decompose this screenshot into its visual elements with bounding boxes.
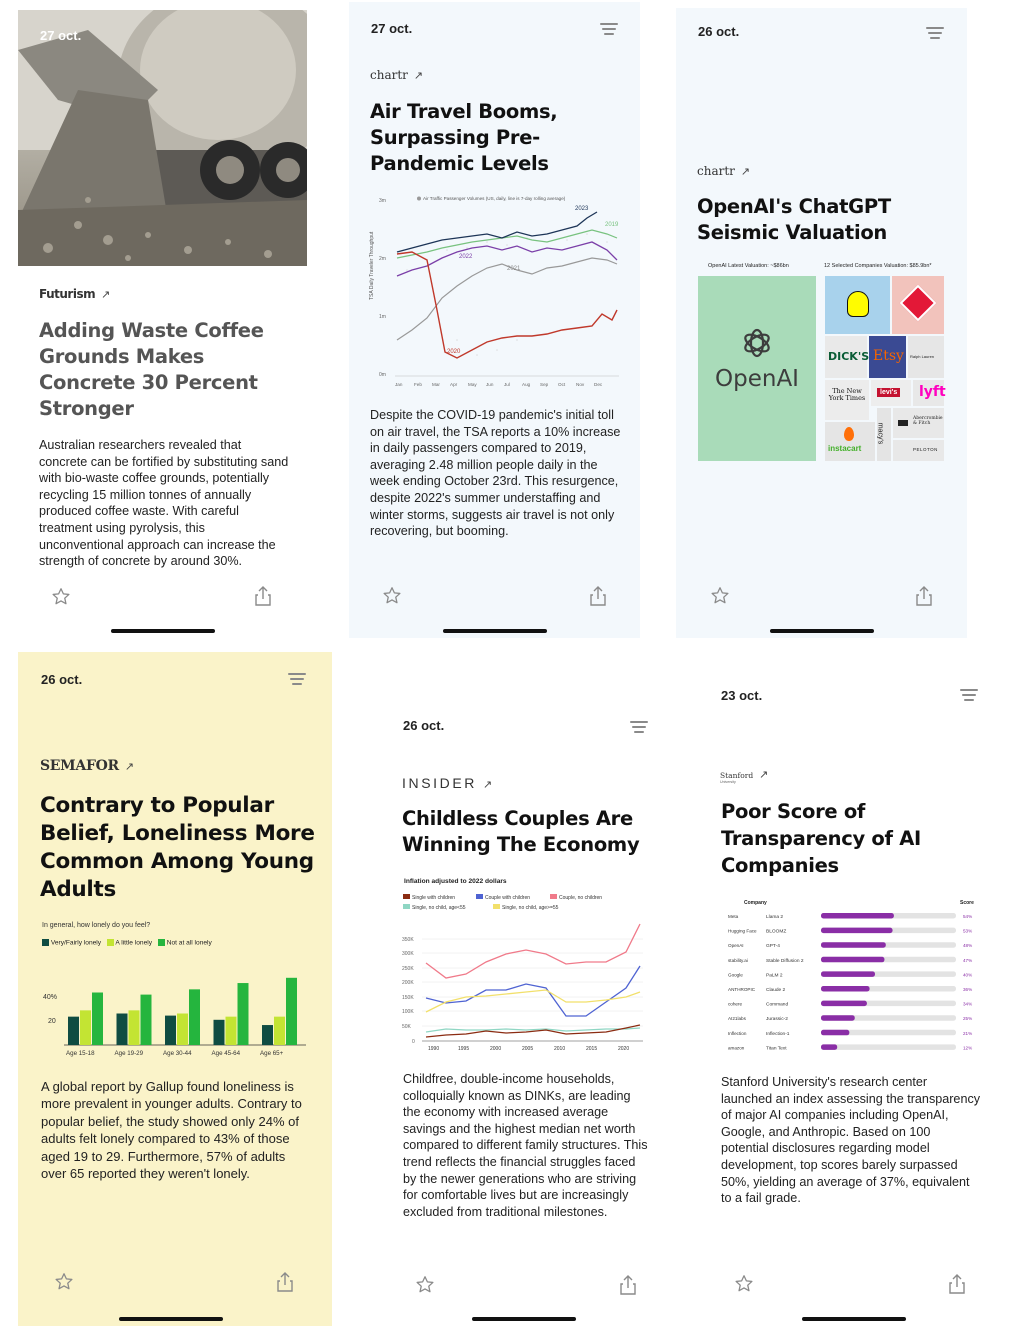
bar [821, 913, 894, 919]
external-link-icon: ↗ [101, 289, 111, 301]
article-summary: Australian researchers revealed that concrete can be fortified by substituting sand with bio-waste coffee grounds, potentially recycling 15 million tonnes of annually produced coffee waste. With careful treatment using pyrolysis, this unconventional approach can increase the strength of concrete by around 30%. [39, 438, 289, 569]
ralph-lauren-tile: Ralph Lauren [908, 336, 944, 378]
star-icon[interactable] [50, 586, 72, 608]
legend-item: Couple with children [485, 895, 531, 901]
bar [821, 1030, 849, 1036]
x-tick: 2015 [586, 1046, 598, 1052]
company-treemap [825, 276, 944, 461]
x-tick: 2020 [618, 1046, 630, 1052]
y-tick: 250K [402, 966, 414, 972]
article-date: 27 oct. [40, 28, 82, 43]
openai-logo-icon [740, 326, 774, 360]
source-link-semafor[interactable] [40, 758, 134, 774]
chart-legend [42, 939, 212, 946]
levis-tile: levi's [871, 380, 911, 406]
article-card-air-travel[interactable] [349, 2, 640, 638]
external-link-icon: ↗ [759, 769, 769, 781]
article-card-loneliness[interactable] [18, 652, 332, 1326]
x-tick: Nov [576, 382, 585, 387]
source-name: INSIDER [402, 775, 477, 791]
openai-tile [698, 276, 816, 461]
chart-xlabel: Score [960, 900, 974, 906]
transparency-score-chart [724, 894, 979, 1056]
article-title[interactable]: Air Travel Booms, Surpassing Pre-Pandemic Levels [370, 100, 558, 175]
bar [821, 928, 893, 934]
article-title[interactable]: OpenAI's ChatGPT Seismic Valuation [697, 195, 891, 244]
bar [92, 993, 103, 1046]
article-summary: A global report by Gallup found loneliness is more prevalent in younger adults. Contrary to popular belief, the study showed only 24% of adults felt lonely compared to 43% of those aged 19 to 29. Furthermore, 57% of adults over 65 reported they weren't lonely. [41, 1079, 302, 1182]
value-label: 12% [963, 1045, 973, 1051]
x-tick: Jul [504, 382, 510, 387]
series-label: 2022 [459, 254, 473, 260]
dink-net-worth-chart [398, 892, 648, 1052]
bar-track [821, 1044, 956, 1050]
legend-item: Single, no child, age>=55 [502, 905, 559, 911]
menu-icon[interactable] [960, 689, 978, 701]
bar [821, 1015, 855, 1021]
bar [226, 1017, 237, 1045]
chart-legend: Air Traffic Passenger Volumes (US, daily, line is 7-day rolling average) [423, 196, 566, 201]
valuation-right-label: 12 Selected Companies Valuation: $85.9bn* [824, 263, 932, 269]
x-tick: Age 15-18 [66, 1050, 95, 1057]
model-label: Llama 2 [766, 915, 784, 920]
source-link-chartr[interactable] [697, 163, 750, 178]
value-label: 40% [963, 972, 973, 978]
y-tick: 100K [402, 1009, 414, 1015]
article-title[interactable]: Adding Waste Coffee Grounds Makes Concrete 30 Percent Stronger [39, 319, 264, 420]
y-tick: 1m [379, 314, 386, 320]
valuation-left-label: OpenAI Latest Valuation: ~$86bn [708, 263, 789, 269]
value-label: 47% [963, 957, 973, 963]
bar [214, 1020, 225, 1045]
menu-icon[interactable] [288, 673, 306, 685]
star-icon[interactable] [414, 1274, 436, 1296]
home-indicator [119, 1317, 223, 1321]
x-tick: Age 19-29 [114, 1050, 144, 1057]
x-tick: Oct [558, 382, 566, 387]
bar [165, 1016, 176, 1045]
chart-title: Inflation adjusted to 2022 dollars [404, 878, 507, 885]
menu-icon[interactable] [600, 23, 618, 35]
value-label: 21% [963, 1030, 973, 1036]
bar [274, 1017, 285, 1045]
share-icon[interactable] [915, 585, 933, 607]
company-label: stability.ai [728, 957, 748, 963]
article-summary: Childfree, double-income households, colloquially known as DINKs, are leading the economy with increased average savings and the highest median net worth compared to different family structures. This trend reflects the financial struggles faced by the newer generations who are striving for comfortable lives but are increasingly excluded from traditional milestones. [403, 1072, 648, 1219]
article-date: 26 oct. [41, 672, 83, 687]
article-date: 26 oct. [698, 24, 740, 39]
bar [821, 986, 870, 992]
y-tick: 40% [43, 994, 58, 1001]
model-label: GPT-4 [766, 944, 780, 950]
model-label: BLOOMZ [766, 929, 787, 935]
chart-ylabel: Company [744, 900, 767, 906]
source-name: Futurism [39, 287, 96, 301]
menu-icon[interactable] [630, 721, 648, 733]
model-label: Titan Text [766, 1046, 787, 1052]
article-card-openai-valuation[interactable] [676, 8, 967, 638]
y-tick: 50K [402, 1024, 411, 1030]
value-label: 25% [963, 1016, 973, 1022]
series-label: 2019 [605, 222, 619, 228]
company-label: Google [728, 972, 743, 978]
article-card-concrete[interactable] [18, 8, 307, 638]
value-label: 48% [963, 943, 973, 949]
external-link-icon: ↗ [483, 779, 493, 791]
article-title[interactable]: Childless Couples Are Winning The Economy [402, 807, 640, 856]
value-label: 36% [963, 987, 973, 992]
company-label: Inflection [728, 1030, 747, 1036]
company-label: amazon [728, 1045, 745, 1051]
x-tick: Age 65+ [260, 1050, 284, 1057]
star-icon[interactable] [709, 585, 731, 607]
y-tick: 3m [379, 198, 386, 204]
dicks-tile: DICK'S [825, 336, 867, 378]
home-indicator [443, 629, 547, 633]
share-icon[interactable] [589, 585, 607, 607]
home-indicator [802, 1317, 906, 1321]
share-icon[interactable] [619, 1274, 637, 1296]
openai-wordmark: OpenAI [715, 366, 799, 392]
chart-question: In general, how lonely do you feel? [42, 922, 151, 929]
model-label: Inflection-1 [766, 1031, 790, 1037]
home-indicator [472, 1317, 576, 1321]
dominos-tile [892, 276, 944, 334]
bar [238, 983, 249, 1045]
y-tick: 350K [402, 937, 414, 943]
share-icon[interactable] [948, 1273, 966, 1295]
article-summary: Despite the COVID-19 pandemic's initial toll on air travel, the TSA reports a 10% increase in daily passengers compared to 2019, averaging 2.48 million people daily in the week ending October 23rd. This resurgence, despite 2022's summer understaffing and winter storms, suggests air travel is not only recovering, but booming. [370, 408, 621, 539]
model-label: Claude 2 [766, 988, 786, 993]
article-date: 26 oct. [403, 718, 445, 733]
x-tick: 2000 [490, 1046, 502, 1052]
y-tick: 0 [412, 1039, 415, 1045]
x-tick: Dec [594, 382, 603, 387]
company-label: Hugging Face [728, 928, 757, 934]
value-label: 54% [963, 914, 973, 919]
share-icon[interactable] [276, 1271, 294, 1293]
bar [821, 1001, 867, 1007]
x-tick: 2005 [522, 1046, 534, 1052]
article-date: 27 oct. [371, 21, 413, 36]
article-card-dinks[interactable] [380, 688, 668, 1326]
value-label: 34% [963, 1001, 973, 1007]
company-label: ANTHROPIC [728, 987, 756, 992]
x-tick: Jan [395, 382, 403, 387]
bar [189, 989, 200, 1045]
bar [129, 1010, 140, 1045]
source-name: chartr [697, 164, 735, 178]
external-link-icon: ↗ [124, 761, 135, 773]
article-summary: Stanford University's research center launched an index assessing the transparency of major AI companies including OpenAI, Google, and Anthropic. Based on 100 potential disclosures regarding model development, top scores barely surpassed 50%, yielding an average of 37%, equivalent to a fail grade. [721, 1075, 981, 1206]
bar [80, 1010, 91, 1045]
share-icon[interactable] [254, 585, 272, 607]
y-tick: 200K [402, 980, 414, 986]
etsy-tile: Etsy [869, 336, 906, 378]
x-tick: 2010 [554, 1046, 566, 1052]
bar [821, 942, 886, 948]
x-tick: Age 45-64 [211, 1050, 241, 1057]
external-link-icon: ↗ [413, 70, 424, 82]
company-label: OpenAI [728, 943, 744, 949]
source-name: Stanford [720, 771, 754, 780]
bar [821, 971, 875, 977]
series-label: 2023 [575, 206, 589, 212]
nyt-tile: The New York Times [825, 380, 869, 420]
source-name: chartr [370, 68, 408, 82]
y-tick: 0m [379, 372, 386, 378]
y-tick: 150K [402, 995, 414, 1001]
bar [68, 1017, 79, 1045]
model-label: PaLM 2 [766, 973, 783, 979]
home-indicator [111, 629, 215, 633]
air-traffic-chart [367, 190, 622, 395]
x-tick: 1995 [458, 1046, 470, 1052]
legend-item: Single with children [412, 895, 456, 901]
legend-item: Single, no child, age<55 [412, 905, 466, 911]
legend-item: A little lonely [115, 939, 153, 947]
value-label: 53% [963, 928, 973, 934]
x-tick: Jun [486, 382, 494, 387]
article-title[interactable]: Poor Score of Transparency of AI Companies [721, 800, 921, 877]
x-tick: Mar [432, 382, 440, 387]
source-link-futurism[interactable] [39, 286, 110, 301]
model-label: Jurassic-2 [766, 1017, 788, 1023]
company-label: cohere [728, 1001, 743, 1007]
loneliness-bar-chart [40, 957, 310, 1067]
x-tick: Feb [414, 382, 422, 387]
source-name: SEMAFOR [40, 758, 119, 774]
home-indicator [770, 629, 874, 633]
peloton-tile: PELOTON [893, 440, 944, 461]
article-date: 23 oct. [721, 688, 763, 703]
source-link-insider[interactable] [402, 775, 492, 791]
source-link-stanford[interactable] [720, 766, 768, 784]
menu-icon[interactable] [926, 27, 944, 39]
instacart-tile: instacart [825, 422, 875, 461]
series-label: 2020 [447, 349, 461, 355]
star-icon[interactable] [733, 1273, 755, 1295]
source-link-chartr[interactable] [370, 67, 423, 82]
macys-tile: macy's [877, 408, 891, 461]
bar [821, 1044, 837, 1050]
x-tick: Sep [540, 382, 549, 387]
legend-item: Couple, no children [559, 895, 603, 901]
company-label: AI21labs [728, 1016, 746, 1022]
article-hero-image [18, 10, 307, 266]
model-label: Command [766, 1002, 789, 1008]
article-title[interactable]: Contrary to Popular Belief, Loneliness More Common Among Young Adults [40, 793, 315, 902]
star-icon[interactable] [381, 585, 403, 607]
external-link-icon: ↗ [740, 166, 751, 178]
x-tick: 1990 [428, 1046, 440, 1052]
bar [177, 1014, 188, 1046]
article-card-ai-transparency[interactable] [700, 672, 1000, 1326]
legend-item: Very/Fairly lonely [50, 939, 102, 947]
legend-item: Not at all lonely [166, 939, 212, 947]
series-label: 2021 [507, 266, 521, 272]
lyft-tile: lyft [913, 380, 944, 406]
x-tick: Apr [450, 382, 458, 387]
bar [117, 1014, 128, 1046]
y-tick: 20 [48, 1018, 56, 1025]
y-tick: 2m [379, 256, 386, 262]
snapchat-tile [825, 276, 890, 334]
bar [286, 978, 297, 1045]
bar [262, 1025, 273, 1045]
source-subname: University [720, 780, 736, 784]
abercrombie-tile: Abercrombie & Fitch [893, 408, 944, 438]
bar [821, 957, 884, 963]
x-tick: Age 30-44 [163, 1050, 192, 1057]
chart-ylabel: TSA Daily Traveler Throughput [369, 231, 375, 300]
star-icon[interactable] [53, 1271, 75, 1293]
y-tick: 300K [402, 951, 414, 957]
model-label: Stable Diffusion 2 [766, 958, 804, 964]
x-tick: May [468, 382, 477, 387]
company-label: Meta [728, 914, 739, 919]
bar [141, 995, 152, 1045]
x-tick: Aug [522, 382, 531, 387]
